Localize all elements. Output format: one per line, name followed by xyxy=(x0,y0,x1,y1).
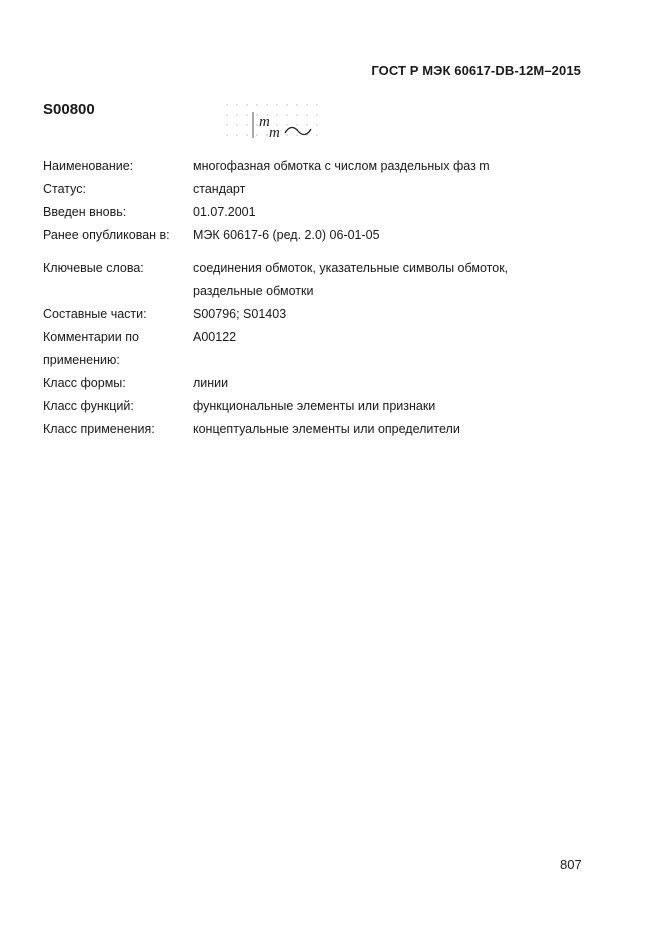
field-value: МЭК 60617-6 (ред. 2.0) 06-01-05 xyxy=(193,228,380,242)
symbol-superscript: m xyxy=(259,114,270,130)
field-label-line: применению: xyxy=(43,353,120,367)
field-label: Класс формы: xyxy=(43,376,126,390)
field-value: S00796; S01403 xyxy=(193,307,287,321)
field-label: Введен вновь: xyxy=(43,205,127,219)
field-application-class xyxy=(43,418,603,441)
field-introduced xyxy=(43,201,603,224)
field-value: линии xyxy=(193,376,229,390)
field-value: функциональные элементы или признаки xyxy=(193,399,436,413)
field-value-line: раздельные обмотки xyxy=(193,284,314,298)
field-label xyxy=(43,326,193,372)
field-label: Составные части: xyxy=(43,307,147,321)
field-components xyxy=(43,303,603,326)
field-value-line: соединения обмоток, указательные символы обмоток, xyxy=(193,261,509,275)
tilde-icon xyxy=(285,127,311,134)
page-number: 807 xyxy=(560,857,582,872)
field-value: стандарт xyxy=(193,182,246,196)
field-value: концептуальные элементы или определители xyxy=(193,422,460,436)
field-label: Ранее опубликован в: xyxy=(43,228,170,242)
symbol-subscript: m xyxy=(269,125,280,141)
field-value: A00122 xyxy=(193,330,237,344)
field-keywords xyxy=(43,257,603,303)
field-value xyxy=(193,257,603,303)
standard-header: ГОСТ Р МЭК 60617-DB-12M–2015 xyxy=(371,63,581,78)
field-value: многофазная обмотка с числом раздельных фаз m xyxy=(193,159,490,173)
winding-symbol-icon xyxy=(222,100,322,142)
field-label: Ключевые слова: xyxy=(43,261,144,275)
field-function-class xyxy=(43,395,603,418)
field-label: Статус: xyxy=(43,182,86,196)
symbol-graphic xyxy=(222,100,322,142)
symbol-id: S00800 xyxy=(43,101,95,118)
field-value: 01.07.2001 xyxy=(193,205,256,219)
field-name xyxy=(43,155,603,178)
field-previously-published xyxy=(43,224,603,247)
field-shape-class xyxy=(43,372,603,395)
field-label: Класс применения: xyxy=(43,422,155,436)
field-label-line: Комментарии по xyxy=(43,330,139,344)
field-label: Наименование: xyxy=(43,159,134,173)
field-status xyxy=(43,178,603,201)
field-application-notes xyxy=(43,326,603,372)
field-label: Класс функций: xyxy=(43,399,134,413)
symbol-fields xyxy=(43,155,603,441)
